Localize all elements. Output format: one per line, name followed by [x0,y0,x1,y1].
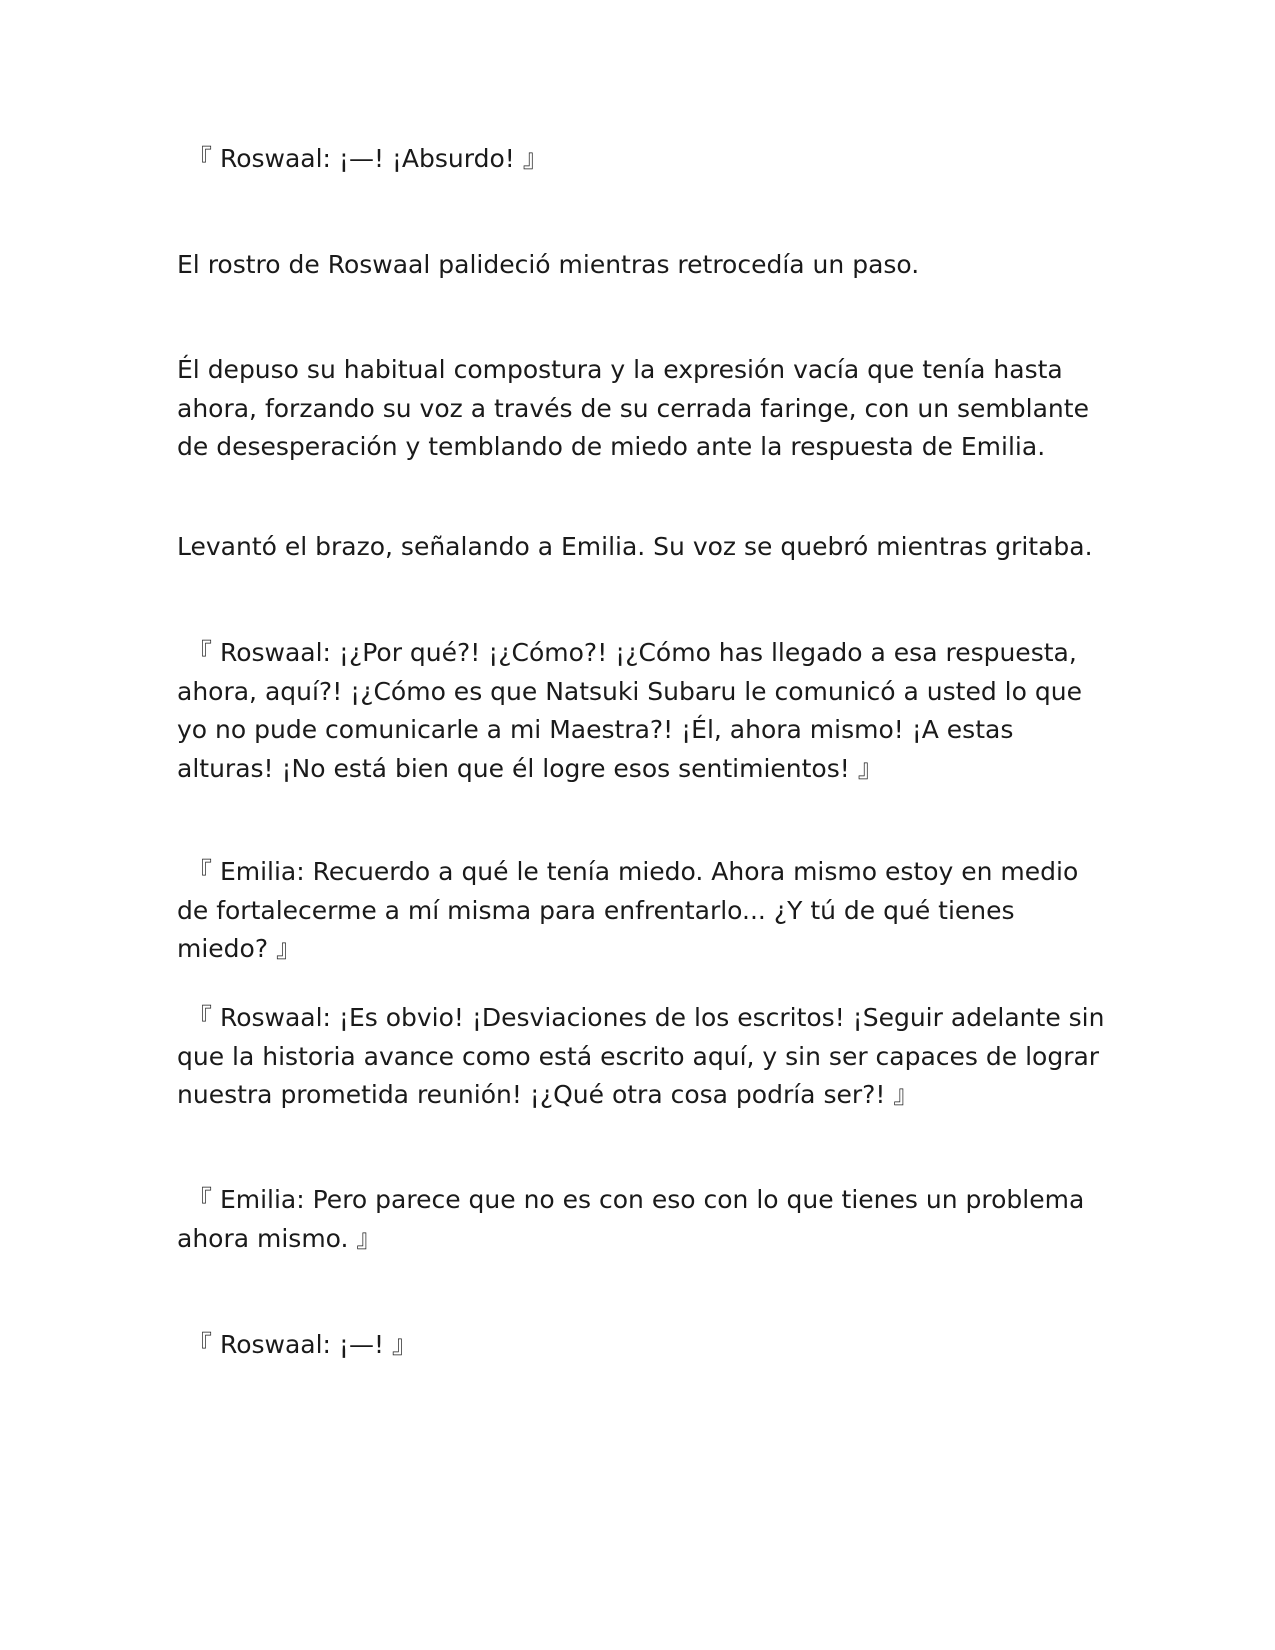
dialog-roswaal-por-que: 『 Roswaal: ¡¿Por qué?! ¡¿Cómo?! ¡¿Cómo has llegado a esa respuesta, ahora, aquí?! ¡¿Cómo es que Natsuki Subaru le comunicó a usted lo que yo no pude comunicarle a mi Maestra?! ¡Él, ahora mismo! ¡A estas alturas! ¡No está bien que él logre esos sentimientos! 』 [177,638,1082,783]
narration-levanto-brazo: Levantó el brazo, señalando a Emilia. Su voz se quebró mientras gritaba. [177,532,1093,561]
dialog-roswaal-absurdo: 『 Roswaal: ¡—! ¡Absurdo! 』 [187,144,548,173]
narration-roswaal-palidecio: El rostro de Roswaal palideció mientras retrocedía un paso. [177,250,920,279]
dialog-roswaal-final: 『 Roswaal: ¡—! 』 [187,1330,417,1359]
dialog-roswaal-es-obvio: 『 Roswaal: ¡Es obvio! ¡Desviaciones de los escritos! ¡Seguir adelante sin que la historia avance como está escrito aquí, y sin ser capaces de lograr nuestra prometida reunión! ¡¿Qué otra cosa podría ser?! 』 [177,1003,1105,1109]
narration-depuso-compostura: Él depuso su habitual compostura y la expresión vacía que tenía hasta ahora, forzando su voz a través de su cerrada faringe, con un semblante de desesperación y temblando de miedo ante la respuesta de Emilia. [177,355,1089,461]
dialog-emilia-recuerdo: 『 Emilia: Recuerdo a qué le tenía miedo. Ahora mismo estoy en medio de fortalecerme a mí misma para enfrentarlo... ¿Y tú de qué tienes miedo? 』 [177,857,1079,963]
dialog-emilia-pero-parece: 『 Emilia: Pero parece que no es con eso con lo que tienes un problema ahora mismo. 』 [177,1185,1085,1253]
